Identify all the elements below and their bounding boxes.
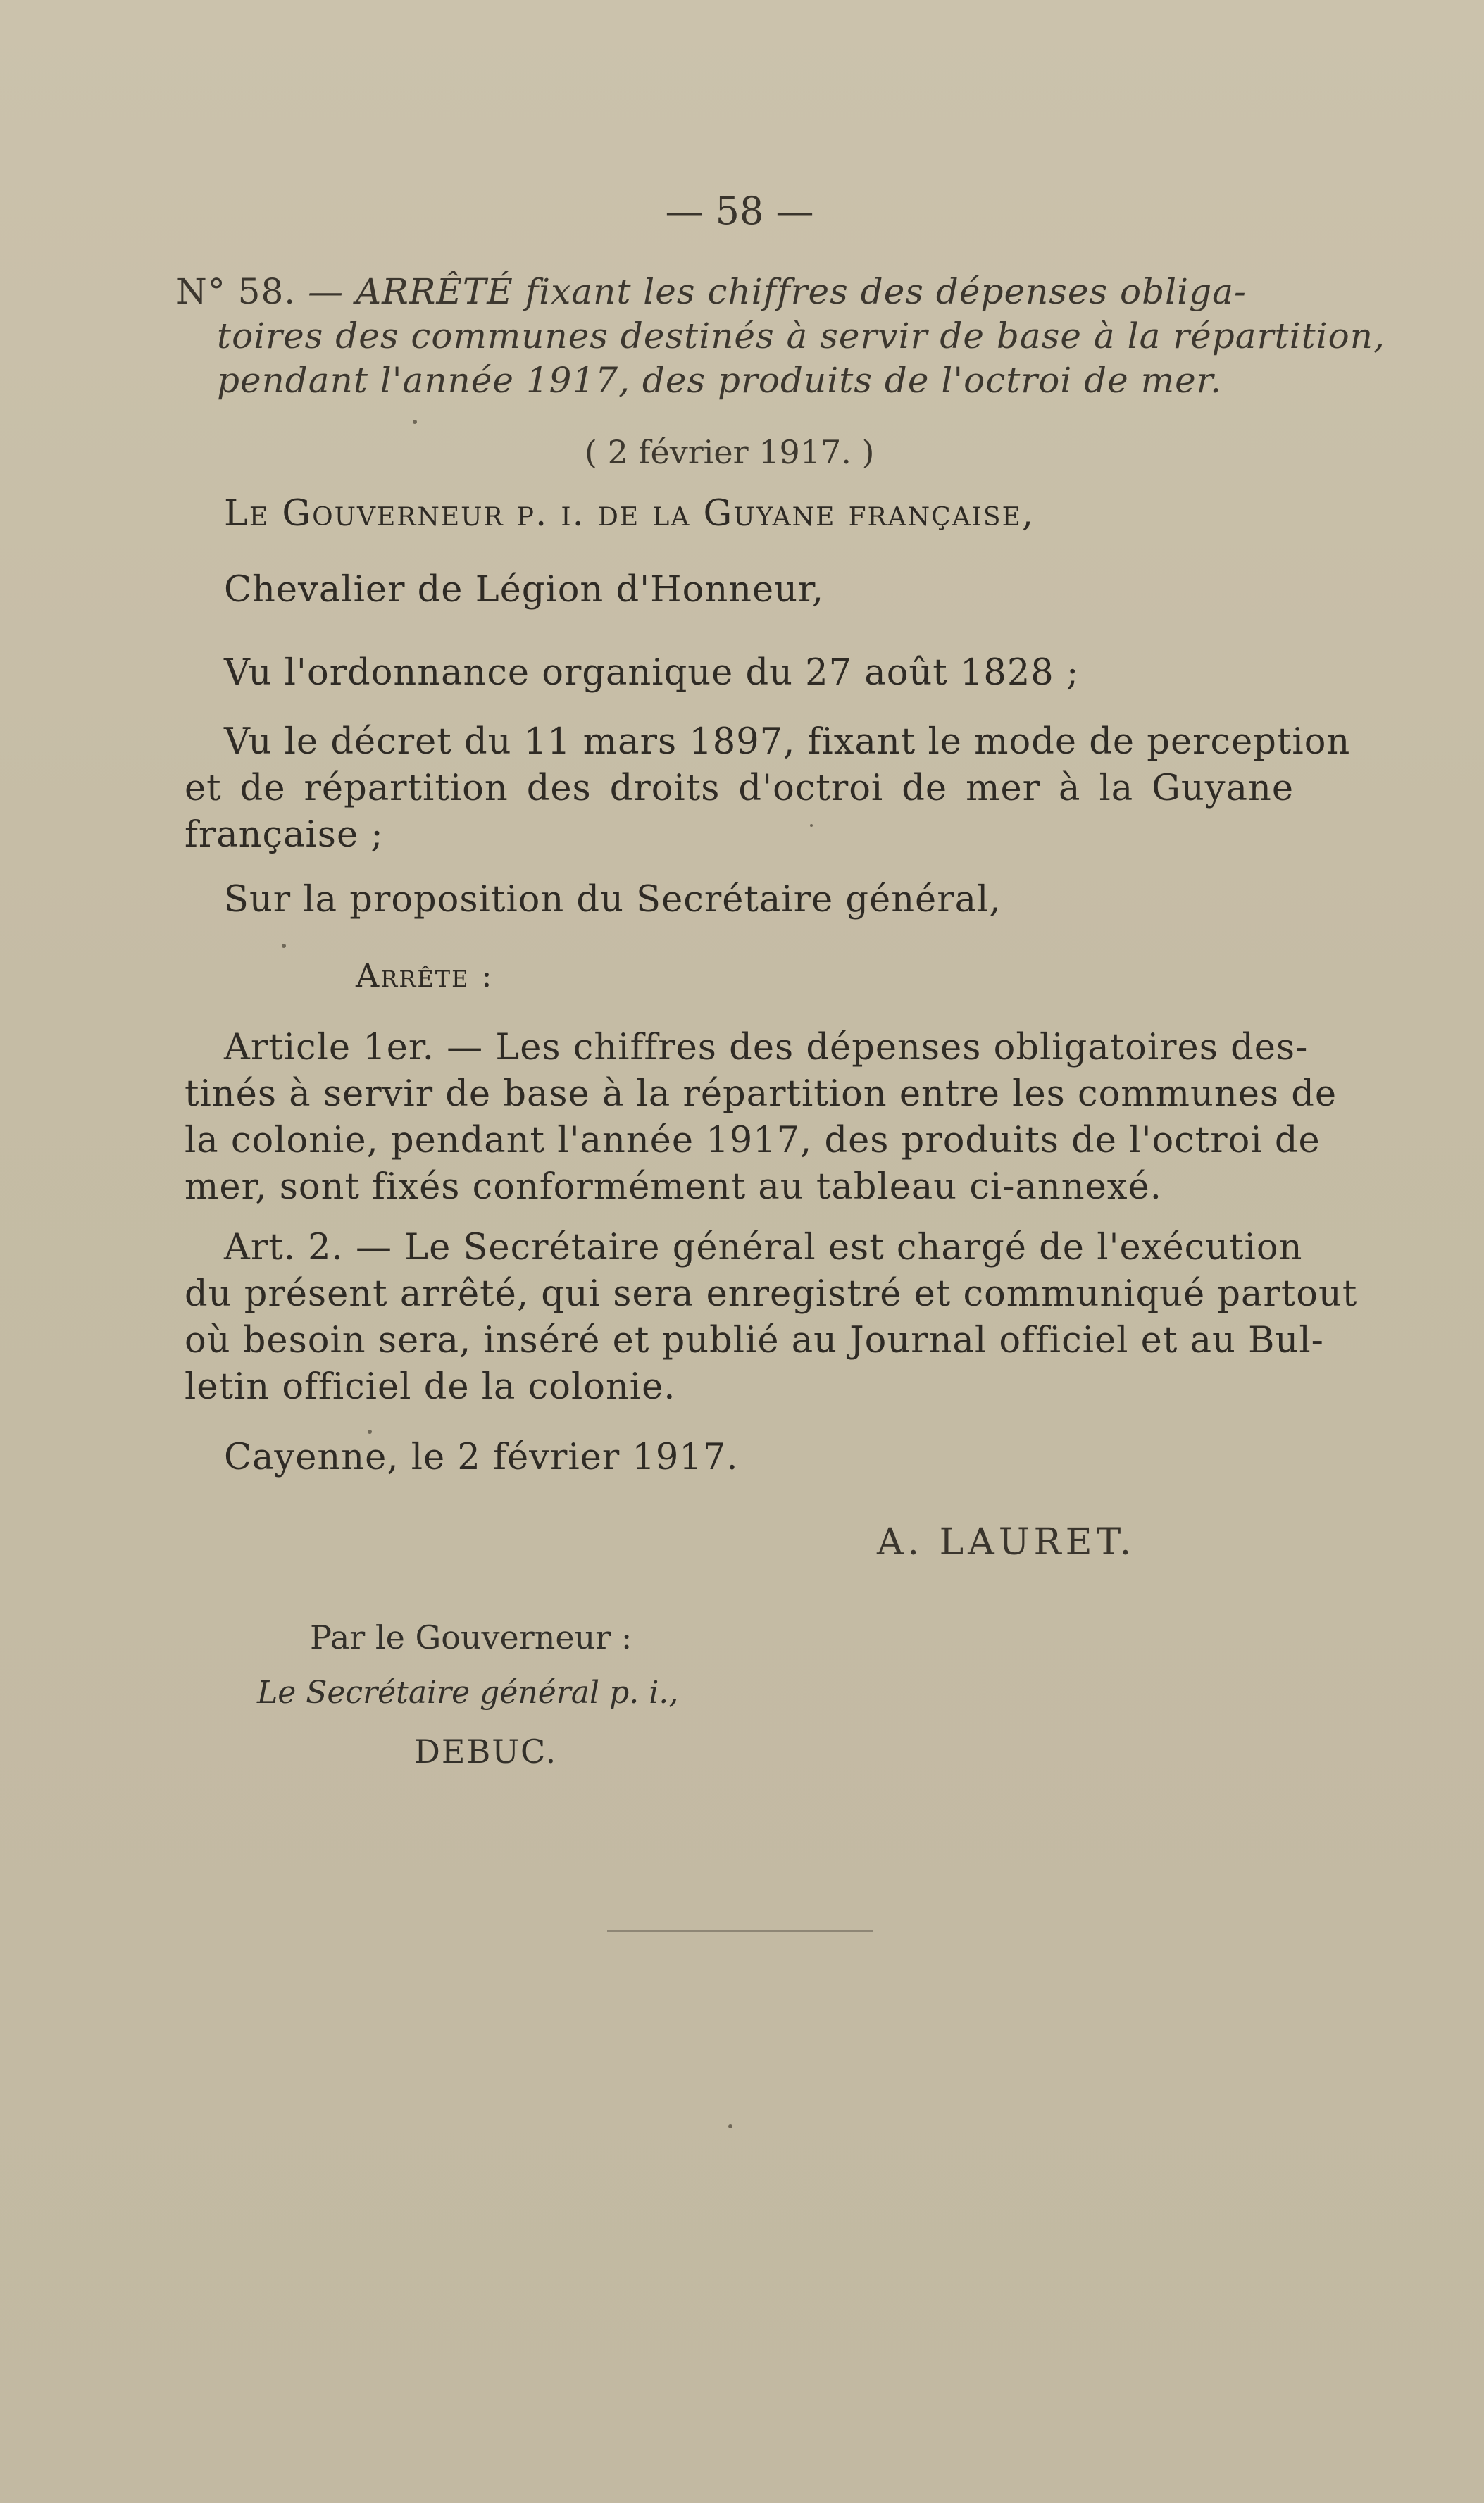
preamble-vu-decret-line-2: et de répartition des droits d'octroi de mer à la Guyane [185, 768, 1294, 809]
preamble-vu-decret-line-1: Vu le décret du 11 mars 1897, fixant le mode de perception [224, 721, 1351, 763]
article-2-line-3: où besoin sera, inséré et publié au Journal officiel et au Bul- [185, 1320, 1324, 1361]
decree-date: ( 2 février 1917. ) [585, 433, 875, 471]
heading-number: N° 58. [176, 271, 297, 312]
heading-line-1 [176, 271, 1247, 312]
paper-speck [413, 420, 417, 424]
article-1-line-2: tinés à servir de base à la répartition entre les communes de [185, 1073, 1338, 1115]
preamble-vu-ordonnance: Vu l'ordonnance organique du 27 août 1828 ; [224, 652, 1080, 694]
article-2-line-4: letin officiel de la colonie. [185, 1366, 676, 1408]
article-1-line-4: mer, sont fixés conformément au tableau ci-annexé. [185, 1166, 1162, 1208]
countersign-role: Le Secrétaire général p. i., [257, 1675, 679, 1711]
countersign-label: Par le Gouverneur : [310, 1618, 632, 1656]
preamble-proposition: Sur la proposition du Secrétaire général, [224, 879, 1002, 920]
arrete-label: Arrête : [356, 956, 494, 994]
preamble-governor: Le Gouverneur p. i. de la Guyane française, [224, 493, 1035, 535]
paper-speck [728, 2124, 732, 2128]
article-1-line-1: Article 1er. — Les chiffres des dépenses obligatoires des- [224, 1027, 1309, 1068]
article-1-line-3: la colonie, pendant l'année 1917, des produits de l'octroi de [185, 1120, 1321, 1161]
article-2-line-1: Art. 2. — Le Secrétaire général est chargé de l'exécution [224, 1227, 1303, 1268]
closing-rule [607, 1930, 873, 1932]
paper-speck [810, 824, 813, 827]
preamble-vu-decret-line-3: française ; [185, 814, 384, 856]
preamble-honour: Chevalier de Légion d'Honneur, [224, 569, 825, 611]
heading-title-start: — ARRÊTÉ fixant les chiffres des dépenses obliga- [308, 271, 1247, 312]
heading-line-2: toires des communes destinés à servir de base à la répartition, [217, 316, 1385, 356]
place-date: Cayenne, le 2 février 1917. [224, 1437, 739, 1478]
heading-line-3: pendant l'année 1917, des produits de l'octroi de mer. [217, 360, 1222, 401]
governor-signature: A. LAURET. [877, 1521, 1136, 1563]
article-2-line-2: du présent arrêté, qui sera enregistré et communiqué partout [185, 1273, 1358, 1315]
countersign-name: DEBUC. [414, 1733, 558, 1771]
paper-speck [282, 944, 286, 948]
page-number: — 58 — [665, 189, 814, 233]
paper-speck [368, 1430, 372, 1434]
